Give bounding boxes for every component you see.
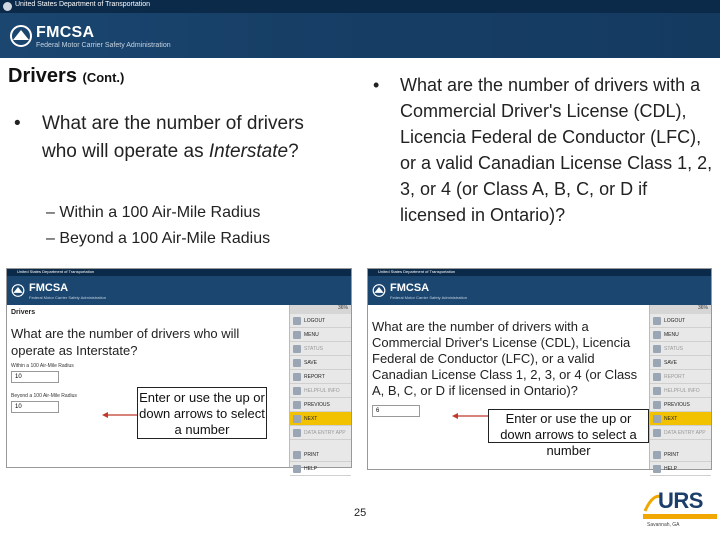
mini-heading: Drivers <box>11 309 36 316</box>
mini-content <box>372 319 644 417</box>
sidebar-help[interactable]: HELP <box>290 462 351 476</box>
callout-box: Enter or use the up or down arrows to select a number <box>137 387 267 439</box>
left-bullet-suffix: ? <box>288 141 299 162</box>
sidebar-help[interactable]: HELP <box>650 462 711 476</box>
fmcsa-banner <box>0 13 720 58</box>
sidebar-save[interactable]: SAVE <box>650 356 711 370</box>
sidebar-report[interactable]: REPORT <box>290 370 351 384</box>
left-bullet-prefix: What are the number of drivers who will operate as <box>42 113 304 162</box>
mini-dept: United States Department of Transportation <box>17 269 95 274</box>
mini-brand-sub: Federal Motor Carrier Safety Administration <box>390 295 467 300</box>
fmcsa-logo-icon <box>9 25 33 47</box>
left-bullet <box>14 110 334 166</box>
slide-title <box>8 65 124 88</box>
left-bullet-text <box>14 110 334 166</box>
sidebar-status[interactable]: STATUS <box>650 342 711 356</box>
mini-brand-sub: Federal Motor Carrier Safety Administration <box>29 295 106 300</box>
dot-seal-icon <box>3 2 12 11</box>
fmcsa-logo-icon <box>372 284 386 297</box>
field-label-beyond: Beyond a 100 Air-Mile Radius <box>11 393 77 399</box>
urs-logo-text: URS <box>658 488 703 513</box>
dot-header-bar <box>0 0 720 13</box>
sub-item-beyond: – Beyond a 100 Air-Mile Radius <box>46 230 271 247</box>
bullet-dot-icon: • <box>14 113 21 134</box>
urs-stripe <box>643 514 717 519</box>
sidebar-logout[interactable]: LOGOUT <box>650 314 711 328</box>
beyond-radius-input[interactable]: 10 <box>11 401 59 413</box>
mini-brand: FMCSA <box>29 282 69 294</box>
fmcsa-logo-icon <box>11 284 25 297</box>
sidebar-data-entry[interactable]: DATA ENTRY APP <box>650 426 711 440</box>
sidebar-report[interactable]: REPORT <box>650 370 711 384</box>
sidebar-status[interactable]: STATUS <box>290 342 351 356</box>
sidebar-previous[interactable]: PREVIOUS <box>290 398 351 412</box>
mini-banner <box>7 276 351 305</box>
brand-subtitle: Federal Motor Carrier Safety Administration <box>36 42 171 49</box>
left-bullet-emphasis: Interstate <box>208 141 289 162</box>
bullet-dot-icon: • <box>373 75 380 95</box>
mini-sidebar <box>649 305 711 472</box>
dept-name: United States Department of Transportation <box>15 1 151 8</box>
arrow-left-icon <box>102 411 138 419</box>
cdl-drivers-input[interactable]: 6 <box>372 405 420 417</box>
sidebar-save[interactable]: SAVE <box>290 356 351 370</box>
brand-name: FMCSA <box>36 24 95 41</box>
callout-box: Enter or use the up or down arrows to select a number <box>488 409 649 443</box>
urs-logo <box>643 488 717 538</box>
mini-banner <box>368 276 711 305</box>
sidebar-print[interactable]: PRINT <box>650 448 711 462</box>
within-radius-input[interactable]: 10 <box>11 371 59 383</box>
sidebar-menu[interactable]: MENU <box>290 328 351 342</box>
screenshot-interstate <box>6 268 352 472</box>
sidebar-helpful-info[interactable]: HELPFUL INFO <box>290 384 351 398</box>
sidebar-logout[interactable]: LOGOUT <box>290 314 351 328</box>
mini-dept: United States Department of Transportation <box>378 269 456 274</box>
sidebar-next[interactable]: NEXT <box>290 412 351 426</box>
field-label-within: Within a 100 Air-Mile Radius <box>11 363 74 369</box>
mini-dot-bar <box>368 269 711 276</box>
sidebar-next[interactable]: NEXT <box>650 412 711 426</box>
sidebar-menu[interactable]: MENU <box>650 328 711 342</box>
sidebar-print[interactable]: PRINT <box>290 448 351 462</box>
sidebar-data-entry[interactable]: DATA ENTRY APP <box>290 426 351 440</box>
right-bullet <box>373 72 713 228</box>
screenshot-cdl <box>367 268 712 470</box>
sub-list <box>46 200 270 252</box>
slide-title-main: Drivers <box>8 65 77 87</box>
urs-subtitle: Savannah, GA <box>647 522 680 528</box>
arrow-left-icon <box>452 412 488 420</box>
progress-percent: 36% <box>290 305 351 314</box>
sidebar-previous[interactable]: PREVIOUS <box>650 398 711 412</box>
page-number: 25 <box>354 507 367 519</box>
mini-question: What are the number of drivers with a Commercial Driver's License (CDL), Licencia Federal de Conductor (LFC), or a valid Canadian License Class 1, 2, 3, or 4 (or Class A, B, C, or D if licensed in Ontario)? <box>372 319 638 398</box>
mini-sidebar <box>289 305 351 472</box>
right-bullet-text: What are the number of drivers with a Commercial Driver's License (CDL), Licencia Federal de Conductor (LFC), or a valid Canadian License Class 1, 2, 3, or 4 (or Class A, B, C, or D if licensed in Ontario)? <box>400 75 713 225</box>
mini-brand: FMCSA <box>390 282 430 294</box>
mini-dot-bar <box>7 269 351 276</box>
progress-percent: 36% <box>650 305 711 314</box>
mini-question: What are the number of drivers who will operate as Interstate? <box>11 326 240 358</box>
slide-title-suffix: (Cont.) <box>82 70 125 85</box>
sub-item-within: – Within a 100 Air-Mile Radius <box>46 204 261 221</box>
sidebar-helpful-info[interactable]: HELPFUL INFO <box>650 384 711 398</box>
